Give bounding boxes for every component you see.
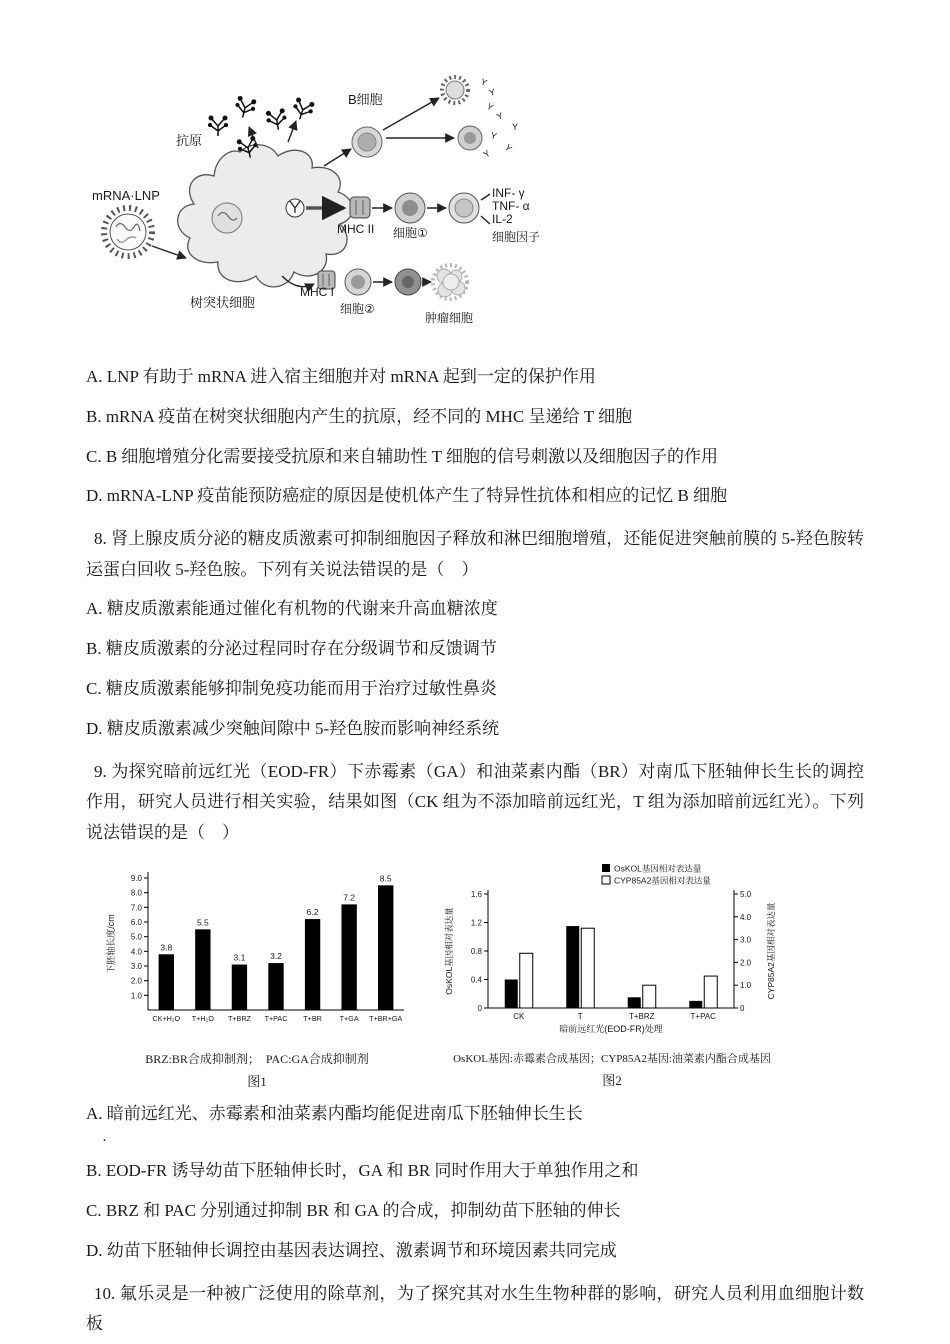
option-7b: B. mRNA 疫苗在树突状细胞内产生的抗原，经不同的 MHC 呈递给 T 细胞 [86, 406, 633, 426]
bar-black [566, 926, 579, 1008]
cytotoxic-cell [395, 269, 421, 295]
x-tick-label: CK+H₂O [152, 1014, 181, 1024]
svg-text:Y: Y [485, 101, 496, 113]
y-tick-label: 4.0 [130, 947, 142, 957]
x-tick-label: T+BRZ [628, 1012, 655, 1022]
bar [378, 886, 393, 1011]
right-tick-label: 3.0 [740, 935, 752, 945]
bar [159, 955, 174, 1011]
right-axis-label: CYP85A2基因相对表达量 [766, 902, 776, 1000]
right-tick-label: 1.0 [740, 981, 752, 991]
legend-swatch-white [602, 876, 610, 884]
chart1-title: 图1 [247, 1074, 267, 1090]
svg-text:Y: Y [481, 147, 493, 160]
svg-text:Y: Y [512, 122, 519, 132]
bar-value-label: 5.5 [196, 917, 209, 928]
il2-label: IL-2 [492, 212, 513, 226]
stray-dot: · [102, 1133, 107, 1150]
chart2-note: OsKOL基因:赤霉素合成基因；CYP85A2基因:油菜素内酯合成基因 [453, 1053, 771, 1066]
antigen-label: 抗原 [176, 133, 203, 148]
option-9a: A. 暗前远红光、赤霉素和油菜素内酯均能促进南瓜下胚轴伸长生长 [86, 1104, 583, 1124]
bar-value-label: 7.2 [343, 892, 356, 903]
svg-text:Y: Y [487, 86, 497, 98]
option-8b: B. 糖皮质激素的分泌过程同时存在分级调节和反馈调节 [86, 639, 497, 659]
spiky-particle [442, 77, 468, 103]
bar-value-label: 6.2 [306, 907, 319, 918]
x-tick-label: T+BR [303, 1014, 322, 1024]
legend-label-1: OsKOL基因相对表达量 [614, 863, 702, 874]
cell2-label: 细胞② [340, 302, 375, 316]
inf-gamma-label: INF- γ [492, 186, 525, 200]
left-tick-label: 0.8 [470, 947, 482, 957]
legend-label-2: CYP85A2基因相对表达量 [614, 875, 711, 886]
gene-expression-chart [440, 860, 784, 1048]
bar [195, 930, 210, 1011]
left-tick-label: 1.6 [470, 890, 482, 900]
svg-text:Y: Y [502, 142, 514, 154]
y-tick-label: 8.0 [130, 889, 142, 899]
svg-text:Y: Y [495, 110, 505, 122]
bar-white [704, 976, 717, 1008]
option-9b: B. EOD-FR 诱导幼苗下胚轴伸长时，GA 和 BR 同时作用大于单独作用之和 [86, 1161, 639, 1181]
chart1-note: BRZ:BR合成抑制剂； PAC:GA合成抑制剂 [145, 1052, 369, 1067]
bar-black [689, 1001, 702, 1008]
y-tick-label: 7.0 [130, 903, 142, 913]
bar-white [520, 954, 533, 1009]
left-axis-label: OsKOL基因相对表达量 [444, 907, 454, 996]
y-tick-label: 5.0 [130, 933, 142, 943]
bar [268, 963, 283, 1010]
question8-stem: 8. 肾上腺皮质分泌的糖皮质激素可抑制细胞因子释放和淋巴细胞增殖，还能促进突触前膜的 5-羟色胺转运蛋白回收 5-羟色胺。下列有关说法错误的是（ ） [86, 529, 864, 579]
vaccine-mechanism-diagram [90, 50, 730, 350]
hypocotyl-length-chart [102, 860, 412, 1048]
option-9c: C. BRZ 和 PAC 分别通过抑制 BR 和 GA 的合成，抑制幼苗下胚轴的伸长 [86, 1200, 621, 1220]
bar-value-label: 3.8 [160, 942, 173, 953]
option-7c: C. B 细胞增殖分化需要接受抗原和来自辅助性 T 细胞的信号刺激以及细胞因子的作用 [86, 446, 719, 466]
chart2-box [440, 860, 784, 1089]
bar-value-label: 8.5 [379, 873, 392, 884]
vaccine-diagram-wrap [90, 50, 864, 355]
y-tick-label: 9.0 [130, 874, 142, 884]
chart2-title: 图2 [602, 1073, 622, 1089]
mrna-lnp-particle [104, 208, 152, 256]
bar-white [643, 986, 656, 1009]
x-tick-label: T [577, 1012, 583, 1022]
bar-white [581, 929, 594, 1009]
svg-text:Y: Y [489, 130, 498, 142]
bar-black [628, 998, 641, 1009]
left-tick-label: 1.2 [470, 918, 482, 928]
bar-black [505, 980, 518, 1009]
option-8c: C. 糖皮质激素能够抑制免疫功能而用于治疗过敏性鼻炎 [86, 678, 497, 698]
cell1-label: 细胞① [393, 226, 428, 240]
right-tick-label: 4.0 [740, 913, 752, 923]
charts-row [102, 860, 864, 1090]
option-9d: D. 幼苗下胚轴伸长调控由基因表达调控、激素调节和环境因素共同完成 [86, 1240, 617, 1260]
x-tick-label: T+GA [339, 1014, 359, 1024]
x-tick-label: T+PAC [264, 1014, 288, 1024]
y-tick-label: 2.0 [130, 977, 142, 987]
cell-1 [395, 193, 425, 223]
b-cell-label: B细胞 [348, 92, 383, 107]
option-8a: A. 糖皮质激素能通过催化有机物的代谢来升高血糖浓度 [86, 599, 498, 619]
b-cell [352, 127, 382, 157]
cell-2 [345, 269, 371, 295]
dendritic-cell-label: 树突状细胞 [190, 295, 256, 310]
mrna-lnp-label: mRNA·LNP [92, 188, 160, 203]
bar [232, 965, 247, 1010]
left-tick-label: 0.4 [470, 975, 482, 985]
option-8d: D. 糖皮质激素减少突触间隙中 5-羟色胺而影响神经系统 [86, 718, 500, 738]
tumor-cell-shape [433, 265, 467, 299]
antibody-icons [479, 76, 518, 159]
legend-swatch-black [602, 864, 610, 872]
mhc2-label: MHC II [337, 222, 375, 236]
y-tick-label: 1.0 [130, 991, 142, 1001]
tnf-alpha-label: TNF- α [492, 199, 530, 213]
x-tick-label: T+PAC [690, 1012, 716, 1022]
mhc1-label: MHC I [300, 285, 334, 299]
right-tick-label: 0 [740, 1004, 745, 1014]
cytokines-label: 细胞因子 [492, 230, 541, 244]
activated-t-cell [449, 193, 479, 223]
x-axis-label: 暗前远红光(EOD-FR)处理 [559, 1024, 663, 1035]
y-axis-label: 下胚轴长度/cm [106, 914, 116, 975]
bar-value-label: 3.2 [270, 951, 282, 962]
x-tick-label: T+BR+GA [369, 1014, 403, 1024]
option-7d: D. mRNA-LNP 疫苗能预防癌症的原因是使机体产生了特异性抗体和相应的记忆 B 细胞 [86, 486, 728, 506]
right-tick-label: 5.0 [740, 890, 752, 900]
x-tick-label: T+H₂O [191, 1014, 214, 1024]
mhc2-icon [350, 197, 370, 218]
option-7a: A. LNP 有助于 mRNA 进入宿主细胞并对 mRNA 起到一定的保护作用 [86, 367, 596, 386]
x-tick-label: T+BRZ [227, 1014, 251, 1024]
plasma-cell [458, 126, 482, 150]
question10-stem: 10. 氟乐灵是一种被广泛使用的除草剂，为了探究其对水生生物种群的影响，研究人员利用血细胞计数板 [86, 1283, 864, 1334]
dendritic-cell-shape [178, 145, 353, 287]
left-tick-label: 0 [477, 1004, 482, 1014]
tumor-cell-label: 肿瘤细胞 [425, 311, 474, 325]
bar [341, 905, 356, 1011]
svg-text:Y: Y [479, 76, 489, 88]
right-tick-label: 2.0 [740, 958, 752, 968]
question9-stem: 9. 为探究暗前远红光（EOD-FR）下赤霉素（GA）和油菜素内酯（BR）对南瓜下胚轴伸长生长的调控作用，研究人员进行相关实验，结果如图（CK 组为不添加暗前远红光，T 组为添加暗前远红光）。下列说法错误的是（ ） [86, 761, 864, 842]
bar [305, 919, 320, 1010]
y-tick-label: 6.0 [130, 918, 142, 928]
chart1-box [102, 860, 412, 1090]
x-tick-label: CK [513, 1012, 525, 1022]
y-tick-label: 3.0 [130, 962, 142, 972]
bar-value-label: 3.1 [233, 952, 246, 963]
